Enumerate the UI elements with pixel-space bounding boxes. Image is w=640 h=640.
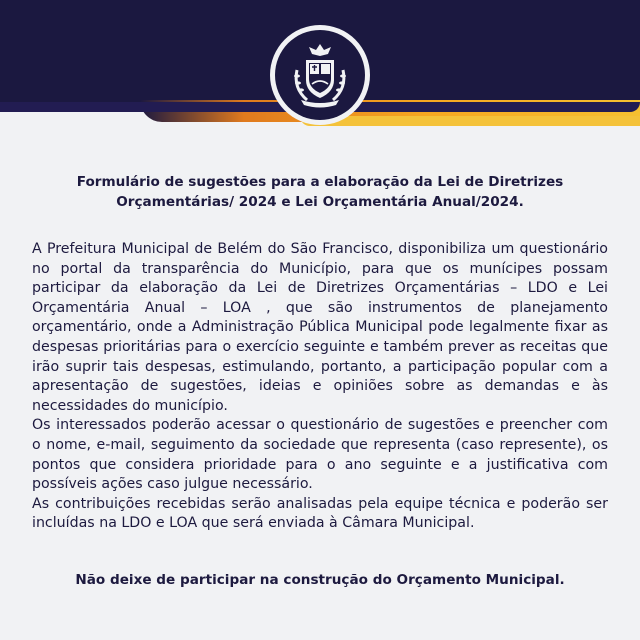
closing-message: Não deixe de participar na construção do Orçamento Municipal. [75,572,565,588]
body-paragraph-2: Os interessados poderão acessar o questionário de sugestões e preencher com o nome, e-mail, seguimento da sociedade que representa (caso represente), os pontos que considera prioridade para o ano seguinte e a justificativa com possíveis ações caso julgue necessário. [32,417,608,493]
document-title [40,172,600,212]
municipal-coat-of-arms-icon [275,30,365,120]
title-line-2: Orçamentárias/ 2024 e Lei Orçamentária Anual/2024. [116,194,524,210]
body-paragraph-3: As contribuições recebidas serão analisadas pela equipe técnica e poderão ser incluídas na LDO e LOA que será enviada à Câmara Municipal. [32,495,608,532]
title-line-1: Formulário de sugestões para a elaboração da Lei de Diretrizes [76,174,564,190]
body-paragraph-1: A Prefeitura Municipal de Belém do São Francisco, disponibiliza um questionário no portal da transparência do Município, para que os munícipes possam participar da elaboração da Lei de Diretrizes Orçamentárias – LDO e Lei Orçamentária Anual – LOA , que são instrumentos de planejamento orçamentário, onde a Administração Pública Municipal pode legalmente fixar as despesas prioritárias para o exercício seguinte e também prever as receitas que irão suprir tais despesas, estimulando, portanto, a participação popular com a apresentação de sugestões, ideias e opiniões sobre as demandas e às necessidades do município. [32,241,608,414]
body-text [32,240,608,534]
footer-decoration [60,630,580,640]
